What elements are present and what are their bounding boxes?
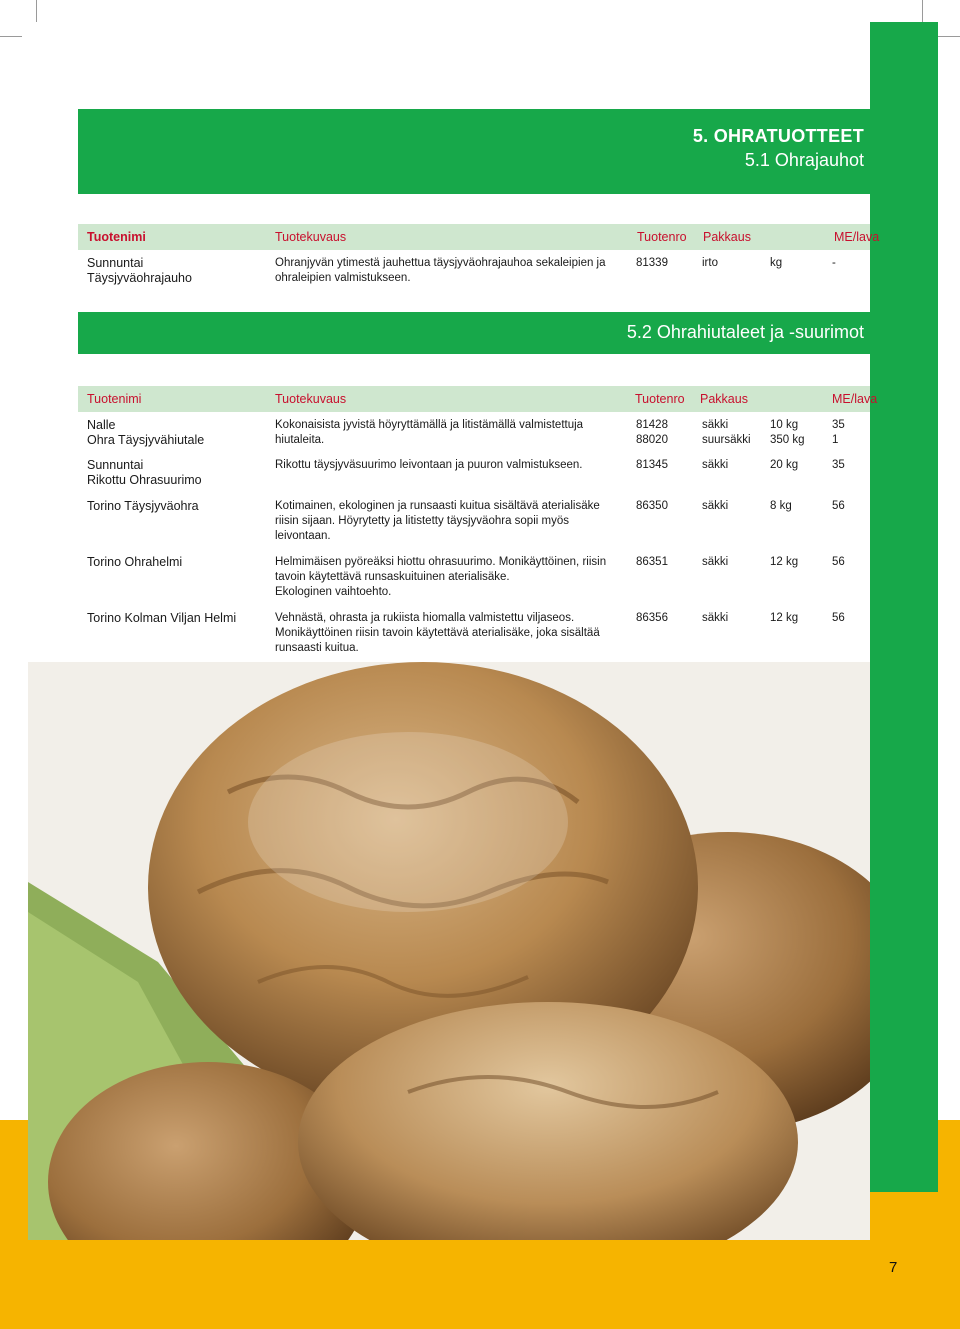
product-desc: runsaasti kuitua. xyxy=(275,642,359,654)
pallet-units: 35 xyxy=(832,419,845,431)
product-desc: hiutaleita. xyxy=(275,434,325,446)
product-desc: Vehnästä, ohrasta ja rukiista hiomalla valmistettu viljaseos. xyxy=(275,612,575,624)
product-number: 86351 xyxy=(636,556,668,568)
pallet-units: 56 xyxy=(832,556,845,568)
product-desc: leivontaan. xyxy=(275,530,331,542)
product-number: 88020 xyxy=(636,434,668,446)
chapter-banner xyxy=(78,109,938,194)
product-name: Sunnuntai xyxy=(87,256,144,270)
crop-mark xyxy=(0,36,22,37)
product-number: 81339 xyxy=(636,257,668,269)
crop-mark xyxy=(938,36,960,37)
chapter-title: 5. OHRATUOTTEET xyxy=(692,126,864,146)
product-desc: Kokonaisista jyvistä höyryttämällä ja litistämällä valmistettuja xyxy=(275,419,584,431)
package-size: 20 kg xyxy=(770,459,799,471)
col-header-name: Tuotenimi xyxy=(87,392,142,406)
package: säkki xyxy=(702,556,729,568)
col-header-pak: Pakkaus xyxy=(700,392,748,406)
col-header-nro: Tuotenro xyxy=(635,392,685,406)
col-header-nro: Tuotenro xyxy=(637,230,687,244)
pallet-units: 35 xyxy=(832,459,845,471)
pallet-units: - xyxy=(832,257,836,269)
package: säkki xyxy=(702,500,729,512)
product-desc: tavoin käytettävä runsaskuituinen aterialisäke. xyxy=(275,571,510,583)
table-header xyxy=(78,386,878,412)
bread-photo xyxy=(28,662,870,1240)
product-number: 86350 xyxy=(636,500,668,512)
package: säkki xyxy=(702,459,729,471)
product-name: Torino Ohrahelmi xyxy=(87,555,183,569)
product-name: Rikottu Ohrasuurimo xyxy=(87,473,202,487)
product-name: Torino Kolman Viljan Helmi xyxy=(87,611,237,625)
col-header-desc: Tuotekuvaus xyxy=(275,230,347,244)
product-desc: Ekologinen vaihtoehto. xyxy=(275,586,392,598)
bread-illustration xyxy=(28,662,870,1240)
package-size: 12 kg xyxy=(770,612,799,624)
product-name: Torino Täysjyväohra xyxy=(87,499,199,513)
page-number: 7 xyxy=(889,1259,898,1276)
package: säkki xyxy=(702,419,729,431)
product-desc: Kotimainen, ekologinen ja runsaasti kuitua sisältävä aterialisäke xyxy=(275,500,600,512)
product-number: 81428 xyxy=(636,419,668,431)
package-size: 12 kg xyxy=(770,556,799,568)
pallet-units: 56 xyxy=(832,612,845,624)
product-desc: ohraleipien valmistukseen. xyxy=(275,272,411,284)
product-desc: Monikäyttöinen riisin tavoin käytettävä aterialisäke, joka sisältää xyxy=(275,627,600,639)
col-header-name: Tuotenimi xyxy=(87,230,146,244)
col-header-me: ME/lava xyxy=(832,392,878,406)
package: suursäkki xyxy=(702,434,751,446)
product-number: 86356 xyxy=(636,612,668,624)
product-name: Nalle xyxy=(87,418,116,432)
package-size: 10 kg xyxy=(770,419,799,431)
section-title: 5.1 Ohrajauhot xyxy=(744,150,864,170)
product-name: Täysjyväohrajauho xyxy=(87,271,192,285)
package: irto xyxy=(702,257,718,269)
col-header-pak: Pakkaus xyxy=(703,230,751,244)
package-size: kg xyxy=(770,257,783,269)
product-name: Sunnuntai xyxy=(87,458,144,472)
section-title: 5.2 Ohrahiutaleet ja -suurimot xyxy=(626,322,864,342)
crop-mark xyxy=(36,0,37,22)
product-desc: Helmimäisen pyöreäksi hiottu ohrasuurimo. Monikäyttöinen, riisin xyxy=(275,556,607,568)
product-name: Ohra Täysjyvähiutale xyxy=(87,433,205,447)
product-desc: Ohranjyvän ytimestä jauhettua täysjyväohrajauhoa sekaleipien ja xyxy=(275,257,606,269)
table-header xyxy=(78,224,880,250)
crop-mark xyxy=(922,0,923,22)
package: säkki xyxy=(702,612,729,624)
pallet-units: 1 xyxy=(832,434,839,446)
col-header-me: ME/lava xyxy=(834,230,880,244)
product-desc: Rikottu täysjyväsuurimo leivontaan ja puuron valmistukseen. xyxy=(275,459,583,471)
product-desc: riisin sijaan. Höyrytetty ja litistetty täysjyväohra sopii myös xyxy=(275,515,569,527)
product-number: 81345 xyxy=(636,459,668,471)
green-side-bar xyxy=(870,22,938,1192)
package-size: 8 kg xyxy=(770,500,792,512)
section-banner xyxy=(78,312,938,354)
pallet-units: 56 xyxy=(832,500,845,512)
col-header-desc: Tuotekuvaus xyxy=(275,392,347,406)
package-size: 350 kg xyxy=(770,434,805,446)
